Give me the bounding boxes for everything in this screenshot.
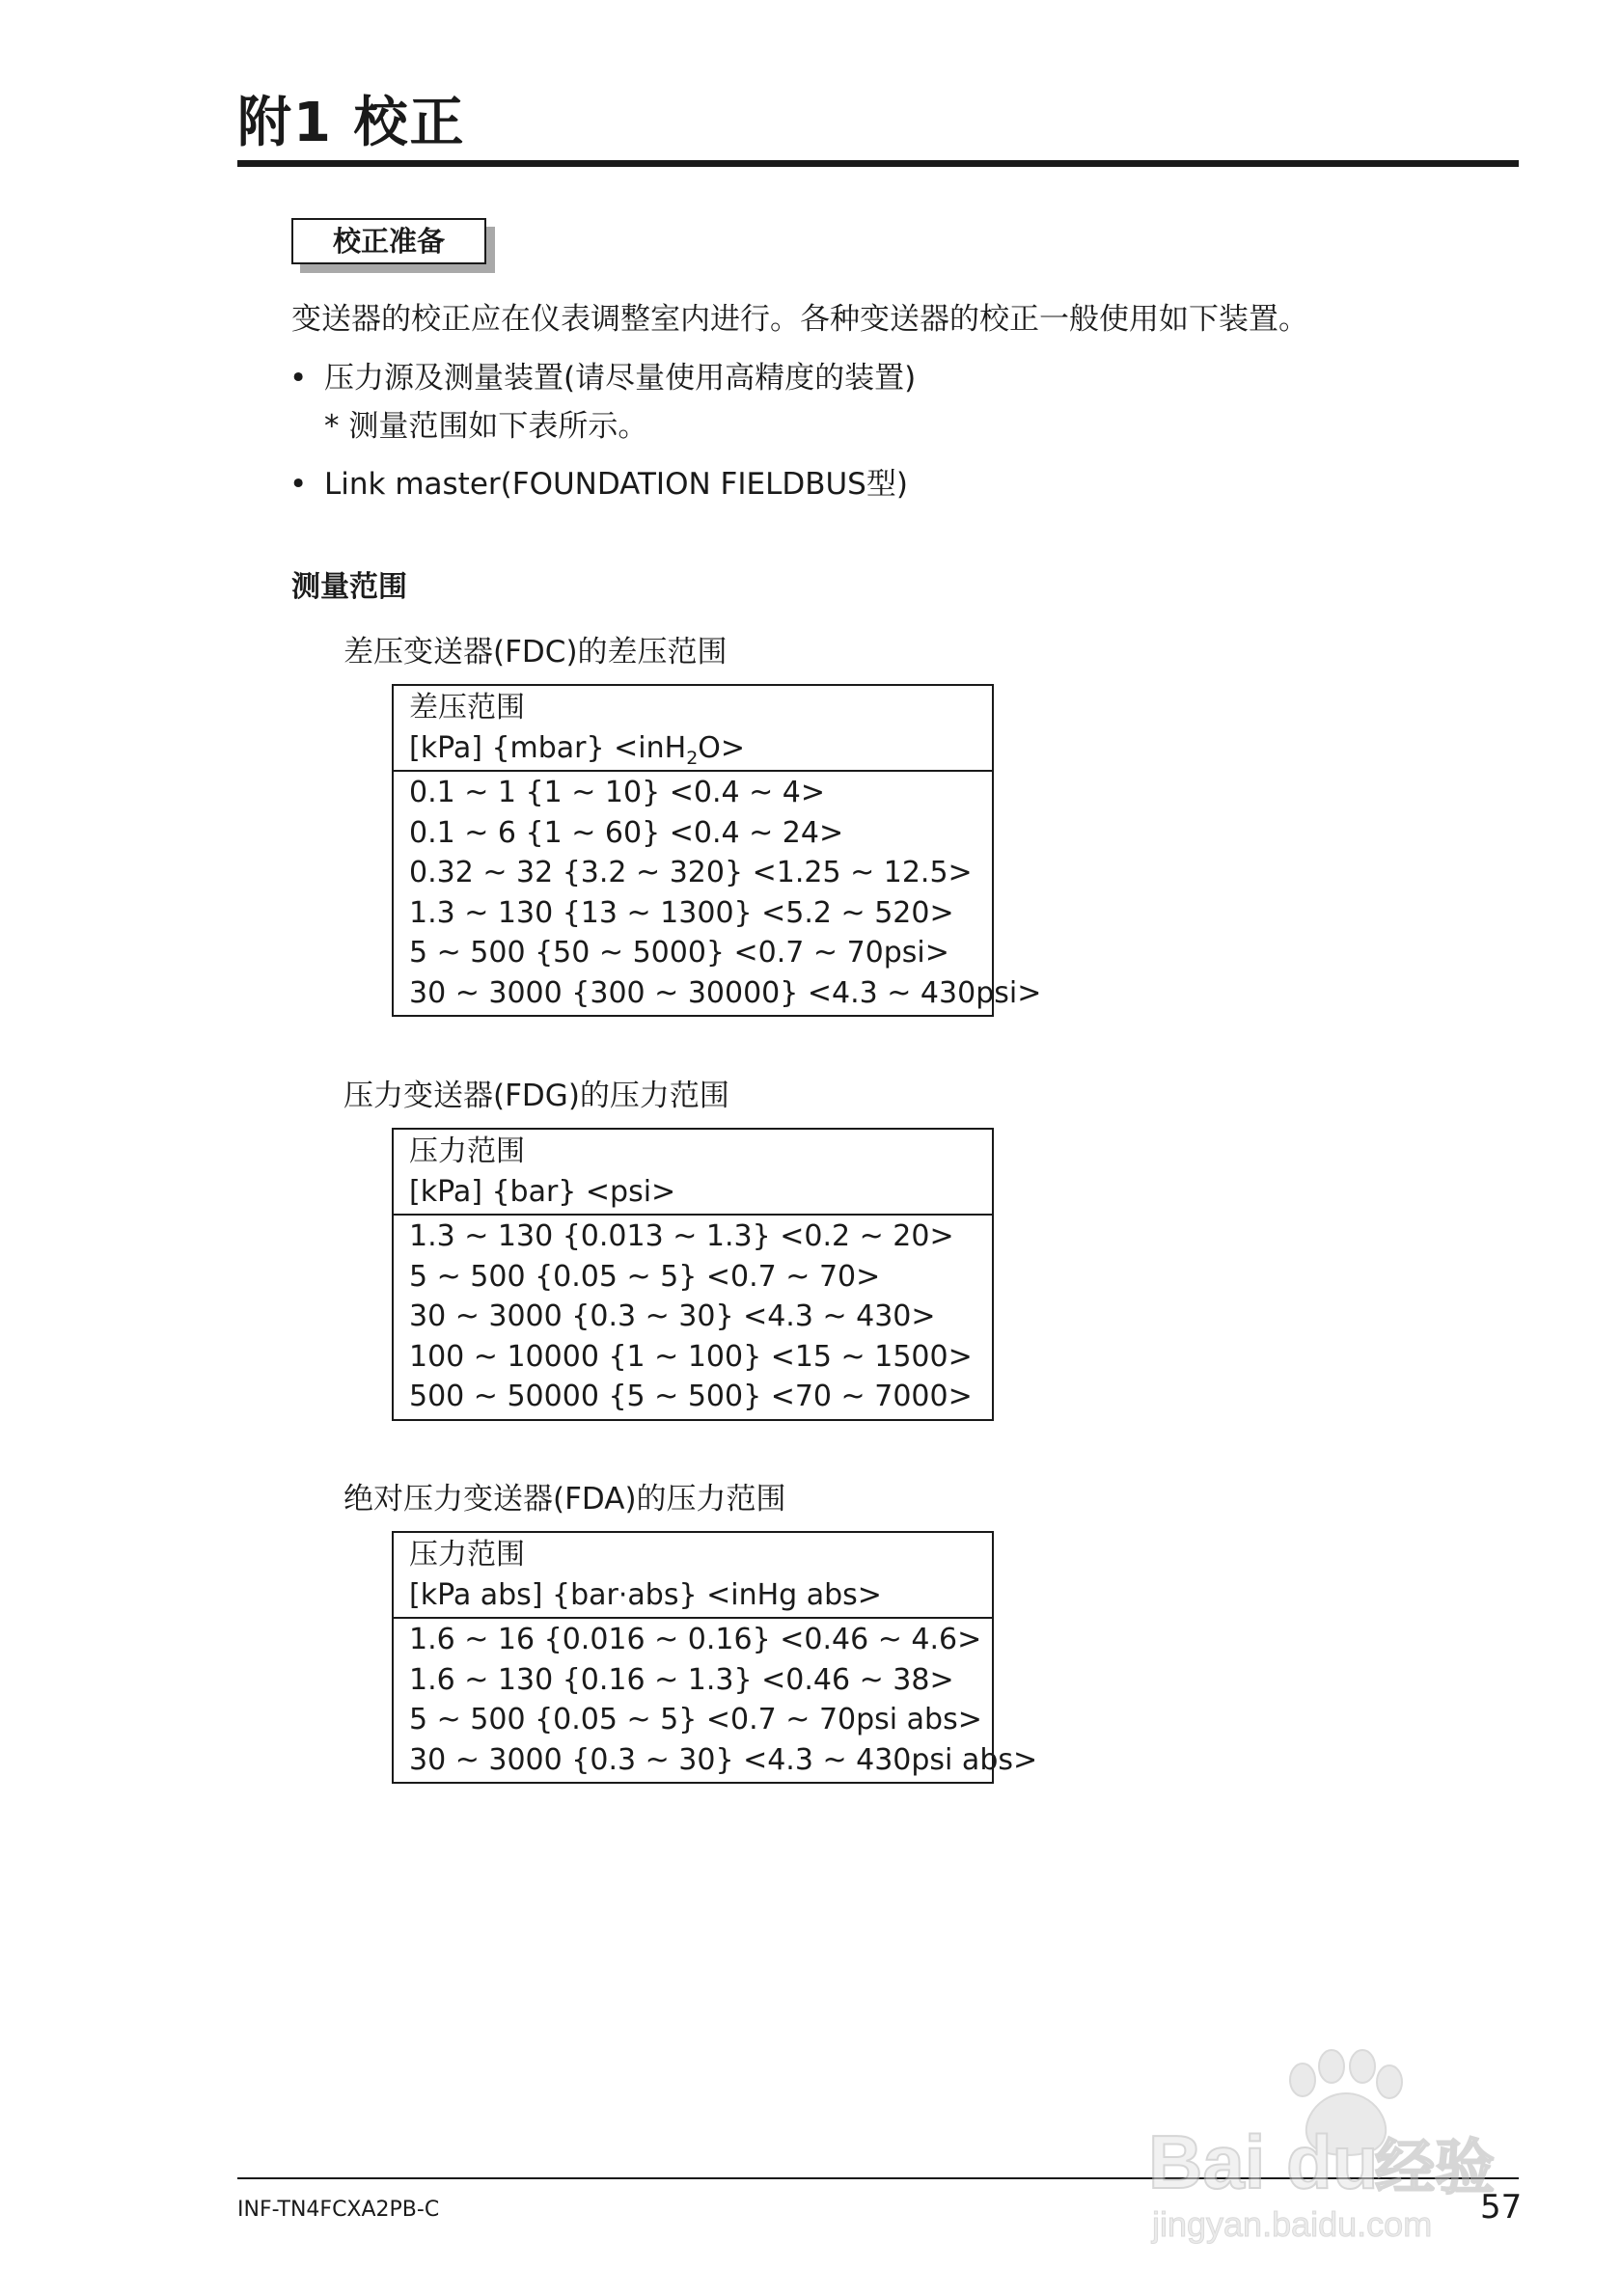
header-units: [kPa] {bar} <psi> (409, 1174, 676, 1209)
table-row: 1.3 ~ 130 {0.013 ~ 1.3} <0.2 ~ 20> (409, 1219, 954, 1253)
title-rule (237, 160, 1519, 167)
bullet-marker: • (289, 361, 308, 396)
bullet-marker: • (289, 467, 308, 502)
table-row: 1.6 ~ 130 {0.16 ~ 1.3} <0.46 ~ 38> (409, 1662, 954, 1697)
header-title: 压力范围 (409, 1538, 525, 1572)
table-caption-fdc: 差压变送器(FDC)的差压范围 (343, 635, 728, 670)
table-header (394, 1130, 992, 1216)
table-caption-fda: 绝对压力变送器(FDA)的压力范围 (343, 1482, 786, 1517)
header-title: 差压范围 (409, 691, 525, 724)
table-row: 0.1 ~ 6 {1 ~ 60} <0.4 ~ 24> (409, 815, 844, 850)
page-title: 附1 校正 (237, 92, 466, 154)
svg-text:Bai du: Bai du (1148, 2119, 1379, 2204)
table-row: 30 ~ 3000 {0.3 ~ 30} <4.3 ~ 430> (409, 1299, 936, 1333)
range-table-fdg (392, 1128, 994, 1421)
footer-doc-code: INF-TN4FCXA2PB-C (237, 2198, 440, 2222)
table-caption-fdg: 压力变送器(FDG)的压力范围 (343, 1079, 729, 1113)
table-body (394, 772, 1042, 1015)
table-body (394, 1216, 992, 1419)
subscript: 2 (686, 747, 699, 769)
table-row: 1.6 ~ 16 {0.016 ~ 0.16} <0.46 ~ 4.6> (409, 1623, 982, 1656)
range-table-fda (392, 1531, 1038, 1784)
header-units-text: O> (698, 730, 746, 765)
table-body (394, 1619, 1038, 1782)
svg-text:jingyan.baidu.com: jingyan.baidu.com (1152, 2204, 1433, 2244)
bullet-item-link-master: Link master(FOUNDATION FIELDBUS型) (324, 467, 908, 502)
section-label: 校正准备 (291, 218, 486, 264)
intro-text: 变送器的校正应在仪表调整室内进行。各种变送器的校正一般使用如下装置。 (291, 302, 1308, 337)
header-units (409, 728, 976, 769)
header-units: [kPa abs] {bar·abs} <inHg abs> (409, 1577, 882, 1612)
header-units-text: [kPa] {mbar} <inH (409, 730, 687, 765)
table-row: 30 ~ 3000 {300 ~ 30000} <4.3 ~ 430psi> (409, 975, 1042, 1010)
table-row: 100 ~ 10000 {1 ~ 100} <15 ~ 1500> (409, 1339, 973, 1374)
table-header (394, 686, 992, 772)
range-table-fdc (392, 684, 1042, 1017)
header-title: 压力范围 (409, 1134, 525, 1168)
table-row: 0.32 ~ 32 {3.2 ~ 320} <1.25 ~ 12.5> (409, 856, 973, 889)
table-row: 30 ~ 3000 {0.3 ~ 30} <4.3 ~ 430psi abs> (409, 1742, 1038, 1777)
table-row: 0.1 ~ 1 {1 ~ 10} <0.4 ~ 4> (409, 776, 826, 809)
bullet-note: * 测量范围如下表所示。 (324, 409, 648, 444)
table-row: 1.3 ~ 130 {13 ~ 1300} <5.2 ~ 520> (409, 895, 954, 930)
svg-text:经验: 经验 (1375, 2132, 1496, 2202)
table-row: 500 ~ 50000 {5 ~ 500} <70 ~ 7000> (409, 1380, 973, 1413)
table-header (394, 1533, 992, 1619)
table-row: 5 ~ 500 {50 ~ 5000} <0.7 ~ 70psi> (409, 936, 949, 970)
table-row: 5 ~ 500 {0.05 ~ 5} <0.7 ~ 70psi abs> (409, 1703, 982, 1736)
table-row: 5 ~ 500 {0.05 ~ 5} <0.7 ~ 70> (409, 1259, 881, 1294)
page-number: 57 (1480, 2188, 1523, 2227)
measure-range-heading: 测量范围 (291, 570, 407, 604)
bullet-item-pressure-source: 压力源及测量装置(请尽量使用高精度的装置) (324, 361, 917, 396)
